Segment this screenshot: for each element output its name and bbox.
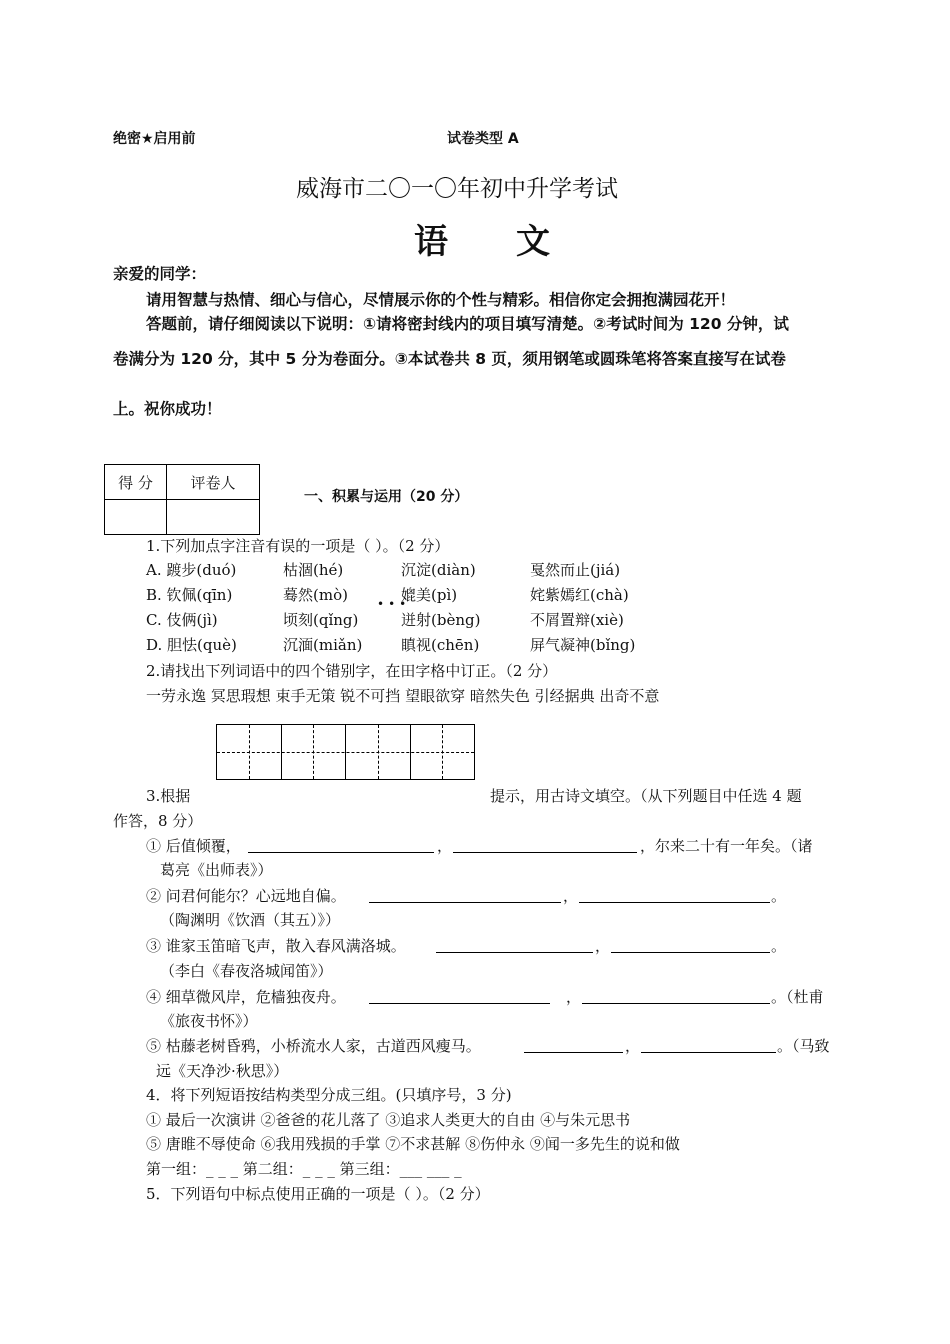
intro-line-2: 答题前，请仔细阅读以下说明：①请将密封线内的项目填写清楚。②考试时间为 120 分钟，试 bbox=[146, 315, 789, 333]
q4-row-1: ① 最后一次演讲 ②爸爸的花儿落了 ③追求人类更大的自由 ④与朱元思书 bbox=[146, 1111, 631, 1129]
q3-item-5-tail: 。（马致 bbox=[777, 1037, 830, 1055]
answer-blank[interactable] bbox=[248, 852, 434, 853]
q3-item-1-tail: ，尔来二十有一年矣。（诸 bbox=[640, 837, 813, 855]
q3-item-2-source: （陶渊明《饮酒（其五）》） bbox=[160, 911, 341, 929]
grader-header: 评卷人 bbox=[167, 465, 260, 500]
q4-stem: 4．将下列短语按结构类型分成三组。(只填序号，3 分) bbox=[146, 1086, 512, 1104]
q3-item-3-source: （李白《春夜洛城闻笛》） bbox=[160, 962, 333, 980]
period: 。 bbox=[771, 887, 787, 905]
q1-option-b: B. 钦佩(qīn) bbox=[146, 586, 233, 604]
q3-item-4-tail: 。（杜甫 bbox=[771, 988, 824, 1006]
intro-line-3: 卷满分为 120 分，其中 5 分为卷面分。③本试卷共 8 页，须用钢笔或圆珠笔将答案直接写在试卷 bbox=[113, 350, 786, 368]
q2-stem: 2.请找出下列词语中的四个错别字，在田字格中订正。（2 分） bbox=[146, 662, 558, 680]
answer-blank[interactable] bbox=[579, 902, 770, 903]
q1-option-d-4: 屏气凝神(bǐng) bbox=[530, 636, 636, 654]
q3-item-1: ① 后值倾覆， bbox=[146, 837, 241, 855]
answer-blank[interactable] bbox=[524, 1052, 623, 1053]
emphasis-dots: ••• bbox=[377, 597, 411, 611]
comma: ， bbox=[625, 1037, 641, 1055]
q3-item-1-source: 葛亮《出师表》） bbox=[160, 861, 273, 879]
q1-option-b-4: 姹紫嫣红(chà) bbox=[530, 586, 629, 604]
q3-stem-b: 提示，用古诗文填空。（从下列题目中任选 4 题 bbox=[490, 787, 802, 805]
q3-item-4-source: 《旅夜书怀》） bbox=[160, 1012, 258, 1030]
comma: ， bbox=[563, 887, 579, 905]
q1-option-d-2: 沉湎(miǎn) bbox=[283, 636, 363, 654]
q4-row-2: ⑤ 唐睢不辱使命 ⑥我用残损的手掌 ⑦不求甚解 ⑧伤仲永 ⑨闻一多先生的说和做 bbox=[146, 1135, 680, 1153]
comma: ， bbox=[595, 937, 611, 955]
q3-item-5-source: 远《天净沙·秋思》） bbox=[156, 1062, 289, 1080]
confidential-label: 绝密★启用前 bbox=[113, 131, 196, 147]
grader-cell[interactable] bbox=[167, 500, 260, 535]
answer-blank[interactable] bbox=[436, 952, 593, 953]
q3-stem-c: 作答，8 分） bbox=[113, 812, 203, 830]
answer-blank[interactable] bbox=[611, 952, 770, 953]
q2-words: 一劳永逸 冥思瑕想 束手无策 锐不可挡 望眼欲穿 暗然失色 引经据典 出奇不意 bbox=[146, 687, 660, 705]
greeting: 亲爱的同学： bbox=[113, 265, 207, 283]
answer-blank[interactable] bbox=[641, 1052, 776, 1053]
q1-option-a-3: 沉淀(diàn) bbox=[401, 561, 476, 579]
q1-option-b-2: 蓦然(mò) bbox=[283, 586, 348, 604]
q1-option-a: A. 踱步(duó) bbox=[146, 561, 237, 579]
period: 。 bbox=[771, 937, 787, 955]
q1-option-d: D. 胆怯(què) bbox=[146, 636, 237, 654]
intro-line-4: 上。祝你成功！ bbox=[113, 400, 222, 418]
q1-option-b-3: 媲美(pì) bbox=[401, 586, 458, 604]
q1-option-c-4: 不屑置辩(xiè) bbox=[530, 611, 624, 629]
q1-option-c-3: 迸射(bèng) bbox=[401, 611, 481, 629]
exam-title: 威海市二〇一〇年初中升学考试 bbox=[296, 176, 618, 202]
q1-option-d-3: 瞋视(chēn) bbox=[401, 636, 480, 654]
q5-stem: 5．下列语句中标点使用正确的一项是（ ）。（2 分） bbox=[146, 1185, 490, 1203]
q1-option-c: C. 伎俩(jì) bbox=[146, 611, 218, 629]
score-table bbox=[104, 464, 260, 535]
q3-item-4: ④ 细草微风岸，危樯独夜舟。 bbox=[146, 988, 346, 1006]
q3-stem-a: 3.根据 bbox=[146, 787, 191, 805]
comma: ， bbox=[566, 988, 582, 1006]
q3-item-2: ② 问君何能尔？心远地自偏。 bbox=[146, 887, 346, 905]
score-cell[interactable] bbox=[105, 500, 167, 535]
intro-line-1: 请用智慧与热情、细心与信心，尽情展示你的个性与精彩。相信你定会拥抱满园花开！ bbox=[146, 291, 736, 309]
comma: ， bbox=[437, 837, 453, 855]
q1-option-a-2: 枯涸(hé) bbox=[283, 561, 344, 579]
paper-type-label: 试卷类型 A bbox=[447, 131, 519, 147]
answer-blank[interactable] bbox=[369, 1003, 550, 1004]
q1-stem: 1.下列加点字注音有误的一项是（ ）。（2 分） bbox=[146, 537, 450, 555]
answer-blank[interactable] bbox=[453, 852, 637, 853]
answer-blank[interactable] bbox=[582, 1003, 770, 1004]
section-title: 一、积累与运用（20 分） bbox=[304, 489, 469, 505]
q3-item-5: ⑤ 枯藤老树昏鸦，小桥流水人家，古道西风瘦马。 bbox=[146, 1037, 481, 1055]
score-header: 得 分 bbox=[105, 465, 167, 500]
q1-option-a-4: 戛然而止(jiá) bbox=[530, 561, 621, 579]
tianzige-grid[interactable] bbox=[216, 724, 475, 780]
subject-title: 语文 bbox=[414, 222, 618, 262]
q1-option-c-2: 顷刻(qǐng) bbox=[283, 611, 359, 629]
q4-groups[interactable]: 第一组：_ _ _ 第二组：_ _ _ 第三组：___ ___ _ bbox=[146, 1160, 462, 1178]
q3-item-3: ③ 谁家玉笛暗飞声，散入春风满洛城。 bbox=[146, 937, 406, 955]
answer-blank[interactable] bbox=[369, 902, 561, 903]
